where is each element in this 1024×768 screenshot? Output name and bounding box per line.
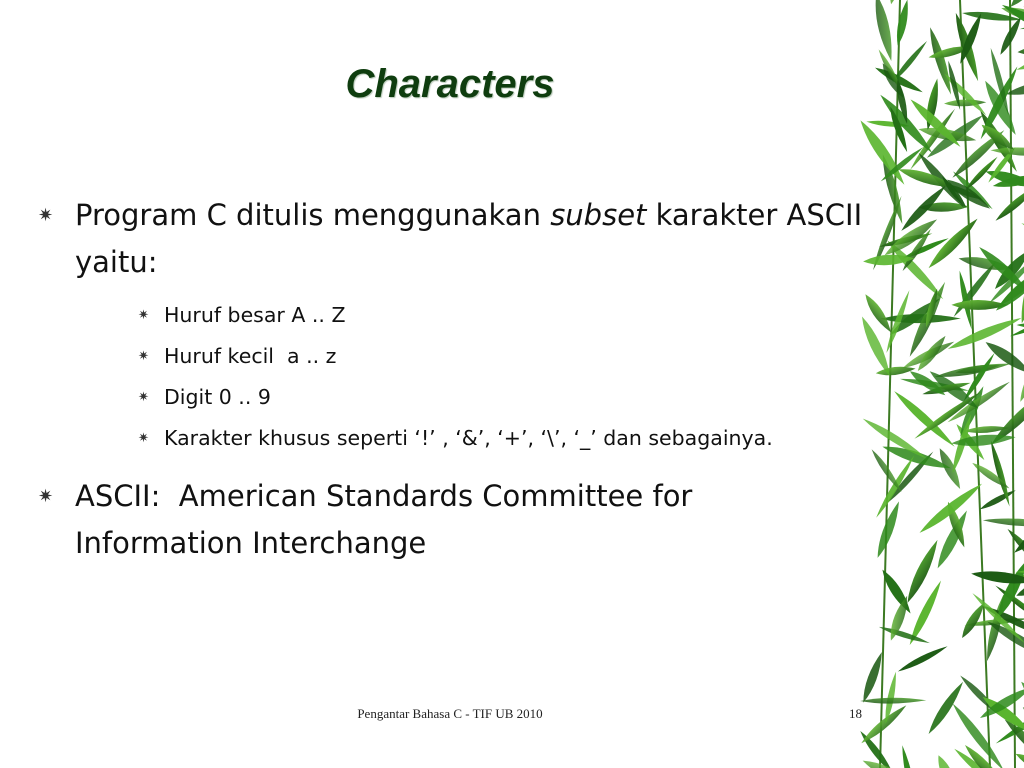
sub-bullet-list [38, 295, 868, 459]
bamboo-leaves-image [840, 0, 1024, 768]
sub-bullet-item [38, 336, 868, 377]
bamboo-leaf [944, 99, 987, 107]
asterisk-bullet-icon: ✷ [138, 390, 149, 405]
bamboo-leaf [860, 756, 919, 768]
bamboo-leaf [983, 517, 1024, 529]
bamboo-leaf [1017, 43, 1024, 57]
bamboo-leaf [993, 182, 1024, 223]
bamboo-leaf [1020, 220, 1024, 258]
footer-text: Pengantar Bahasa C - TIF UB 2010 [357, 706, 543, 721]
slide-title: Characters [345, 62, 555, 106]
bamboo-leaf [978, 488, 1017, 512]
bamboo-leaf [860, 697, 926, 704]
sub-bullet-item [38, 295, 868, 336]
sub-bullet-text: Huruf kecil a .. z [164, 344, 337, 368]
asterisk-bullet-icon: ✷ [138, 431, 149, 446]
sub-bullet-text: Huruf besar A .. Z [164, 303, 346, 327]
bullet-italic-text: subset [550, 198, 647, 232]
bamboo-leaf [871, 0, 897, 62]
bamboo-leaf [897, 644, 950, 675]
bamboo-leaf [934, 753, 960, 768]
sub-bullet-text: Digit 0 .. 9 [164, 385, 271, 409]
bamboo-stem [1010, 0, 1015, 768]
asterisk-bullet-icon: ✷ [138, 308, 149, 323]
bamboo-leaf [983, 338, 1024, 378]
sub-bullet-item [38, 377, 868, 418]
bamboo-leaf [894, 0, 912, 46]
asterisk-bullet-icon: ✷ [138, 349, 149, 364]
page-number: 18 [849, 706, 862, 721]
bamboo-leaf [934, 360, 1012, 381]
slide-content [38, 192, 868, 567]
bamboo-leaf [875, 365, 916, 377]
asterisk-bullet-icon: ✷ [38, 486, 54, 507]
bullet-item [38, 473, 868, 567]
sub-bullet-item [38, 418, 868, 459]
bamboo-leaf [861, 415, 929, 461]
bamboo-leaf [926, 26, 955, 96]
bamboo-leaf [1020, 429, 1024, 490]
bamboo-leaf [859, 702, 909, 746]
bullet-text: karakter ASCII yaitu: [75, 198, 863, 279]
bamboo-leaf [886, 0, 908, 5]
bamboo-leaf [873, 500, 903, 560]
bamboo-leaf [878, 624, 931, 645]
bullet-item [38, 192, 868, 286]
bullet-text: ASCII: American Standards Committee for Information Interchange [75, 479, 702, 560]
slide-footer [0, 706, 900, 726]
bullet-text: Program C ditulis menggunakan [75, 198, 551, 232]
bamboo-leaf [1016, 322, 1024, 329]
bamboo-leaf [917, 480, 985, 537]
sub-bullet-text: Karakter khusus seperti ‘!’ , ‘&’, ‘+’, ‘\’, ‘_’ dan sebagainya. [164, 426, 773, 450]
bamboo-leaf [925, 679, 967, 736]
asterisk-bullet-icon: ✷ [38, 205, 54, 226]
bamboo-leaf [899, 745, 920, 768]
